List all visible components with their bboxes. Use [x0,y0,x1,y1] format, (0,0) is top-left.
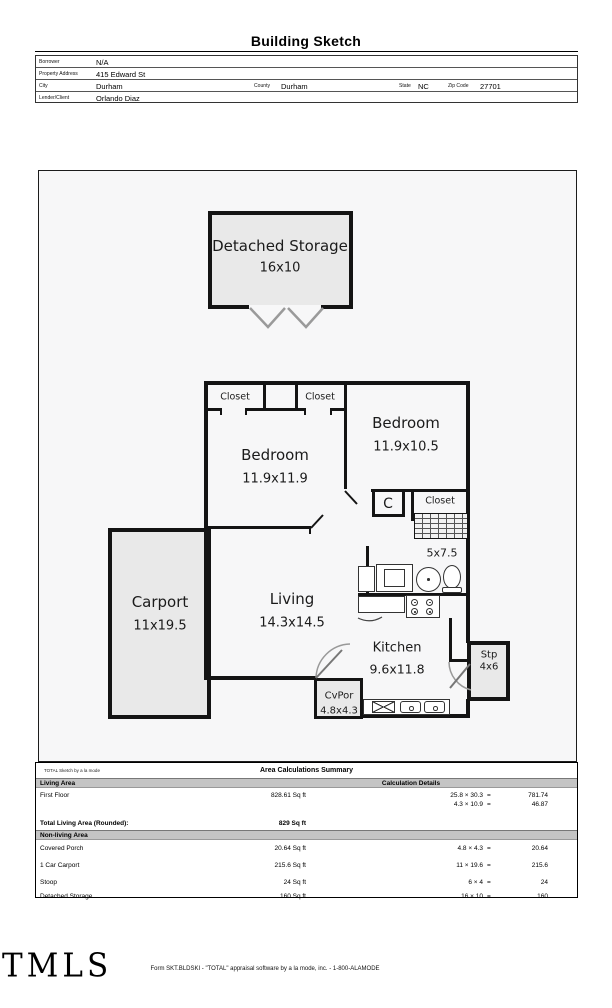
bedroom-door-leaf [345,491,357,504]
living-area-band [36,778,577,788]
calc-eq: = [487,844,491,852]
closet-left-label: Closet [220,391,250,403]
table-row [36,860,577,877]
first-floor-row [36,790,577,814]
bedroom-right-dims: 11.9x10.5 [373,439,439,455]
counter-curve [358,617,382,621]
c-closet-label: C [383,496,393,512]
calc-eq: = [487,801,491,808]
bath-dims-label: 5x7.5 [426,546,458,560]
title-rule [35,51,578,52]
storage-door-leaf [250,308,285,327]
detached-storage-label: Detached Storage [212,237,348,255]
calc-eq: = [487,892,491,900]
calc-val: 160 [537,892,548,900]
row-name: 1 Car Carport [40,861,80,869]
summary-title: Area Calculations Summary [260,767,353,774]
calc-val: 24 [540,878,548,886]
total-living-row [36,818,577,830]
carport-dims: 11x19.5 [133,618,187,634]
borrower-value: N/A [96,58,109,67]
bedroom-right-label: Bedroom [372,414,440,432]
form-footer-line: Form SKT.BLDSKI - "TOTAL" appraisal software by a la mode, inc. - 1-800-ALAMODE [150,966,380,972]
storage-door-leaf [288,308,323,327]
calc-details-header: Calculation Details [381,780,441,787]
calc-val: 20.64 [531,844,548,852]
county-value: Durham [281,82,308,91]
kitchen-label: Kitchen [372,640,422,656]
floor-plan-sketch [38,170,577,762]
living-area-header: Living Area [40,780,76,787]
calc-val: 46.87 [531,801,548,808]
zip-label: Zip Code [448,83,469,89]
area-calculations-table [35,762,578,898]
table-row [36,891,577,908]
stoop-dims: 4x6 [479,661,499,673]
state-label: State [399,83,411,89]
bedroom-left-dims: 11.9x11.9 [242,471,308,487]
hall-closet-label: Closet [425,495,455,507]
calc-dims: 11 × 19.6 [456,861,483,869]
zip-value: 27701 [480,82,501,91]
row-name: First Floor [40,791,70,799]
row-name: Covered Porch [40,844,84,852]
property-header-table [35,55,578,103]
lender-row [36,92,577,104]
state-value: NC [418,82,429,91]
total-sqft: 829 Sq ft [278,819,306,827]
city-row [36,80,577,92]
living-door-leaf [311,515,323,528]
calc-dims: 25.8 × 30.3 [450,791,483,799]
calc-dims: 4.3 × 10.9 [453,801,483,808]
lender-label: Lender/Client [39,95,70,101]
living-dims: 14.3x14.5 [259,615,325,631]
row-name: Detached Storage [40,892,93,900]
row-sqft: 20.64 Sq ft [274,844,306,852]
sketch-watermark: TOTAL Sketch by a la mode [44,768,100,773]
carport-label: Carport [131,593,189,611]
cvpor-label: CvPor [324,690,354,702]
address-value: 415 Edward St [96,70,146,79]
stoop-label: Stp [480,649,498,661]
detached-storage-dims: 16x10 [259,260,301,276]
address-label: Property Address [39,71,78,77]
page-title: Building Sketch [250,33,362,49]
nonliving-area-header: Non-living Area [40,832,88,839]
calc-eq: = [487,878,491,886]
borrower-row [36,56,577,68]
cvpor-dims: 4.8x4.3 [320,705,358,717]
table-row [36,843,577,860]
row-sqft: 160 Sq ft [279,892,306,900]
nonliving-area-band [36,830,577,840]
city-label: City [39,83,48,89]
calc-dims: 4.8 × 4.3 [457,844,483,852]
calc-eq: = [487,861,491,869]
bedroom-left-label: Bedroom [241,446,309,464]
calc-val: 781.74 [528,791,548,799]
row-name: Stoop [40,878,57,886]
kitchen-dims: 9.6x11.8 [369,661,425,677]
calc-dims: 16 × 10 [461,892,483,900]
row-sqft: 24 Sq ft [283,878,306,886]
address-row [36,68,577,80]
total-label: Total Living Area (Rounded): [40,819,129,827]
lender-value: Orlando Diaz [96,94,140,103]
closet-right-label: Closet [305,391,335,403]
city-value: Durham [96,82,123,91]
row-sqft: 215.6 Sq ft [274,861,306,869]
living-label: Living [269,590,315,608]
calc-eq: = [487,791,491,799]
county-label: County [254,83,271,89]
calc-val: 215.6 [531,861,548,869]
borrower-label: Borrower [39,59,60,65]
row-sqft: 828.61 Sq ft [270,791,306,799]
tmls-logo: TMLS [2,947,113,985]
calc-dims: 6 × 4 [468,878,483,886]
